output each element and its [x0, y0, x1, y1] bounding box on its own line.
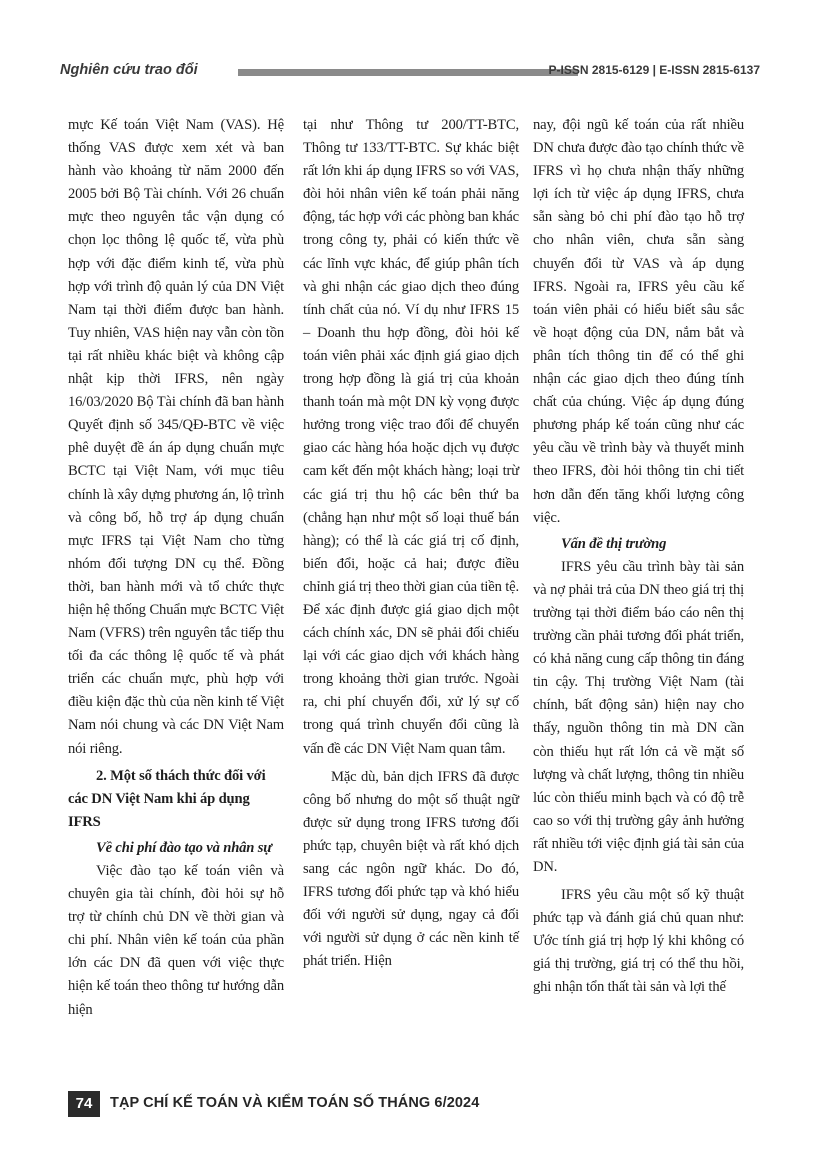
journal-title: TẠP CHÍ KẾ TOÁN VÀ KIỂM TOÁN SỐ THÁNG 6/2024 — [110, 1095, 480, 1111]
paragraph: nay, đội ngũ kế toán của rất nhiều DN chưa được đào tạo chính thức về IFRS vì họ chưa nhận thấy những lợi ích từ việc áp dụng IFRS, chưa sẵn sàng bỏ chi phí đào tạo hỗ trợ cho nhân viên, chưa sẵn sàng chuyển đổi từ VAS và áp dụng IFRS. Ngoài ra, IFRS yêu cầu kế toán viên phải có hiểu biết sâu sắc về hoạt động của DN, nắm bắt và phân tích thông tin để có thể ghi nhận các giao dịch theo đúng tính chất của chúng. Việc áp dụng đúng phương pháp kế toán cũng như các yêu cầu về trình bày và thuyết minh theo IFRS, đòi hỏi thông tin chi tiết hơn dẫn đến tăng khối lượng công việc. — [533, 117, 744, 526]
page-header — [60, 58, 760, 84]
page-number: 74 — [68, 1091, 100, 1117]
issn-label: P-ISSN 2815-6129 | E-ISSN 2815-6137 — [548, 63, 760, 77]
text-column-1 — [68, 114, 284, 1022]
header-rule — [238, 69, 578, 76]
paragraph: IFRS yêu cầu một số kỹ thuật phức tạp và đánh giá chủ quan như: Ước tính giá trị hợp lý khi không có giá thị trường, giá trị có thể thu hồi, ghi nhận tổn thất tài sản và lợi thế — [533, 887, 744, 996]
subsection-heading: Vấn đề thị trường — [561, 535, 667, 552]
text-column-2 — [303, 114, 519, 973]
section-heading: 2. Một số thách thức đối với các DN Việt Nam khi áp dụng IFRS — [68, 767, 266, 830]
section-tag: Nghiên cứu trao đổi — [60, 62, 198, 78]
paragraph: mực Kế toán Việt Nam (VAS). Hệ thống VAS được xem xét và ban hành vào khoảng từ năm 2000 đến 2005 bởi Bộ Tài chính. Với 26 chuẩn mực theo nguyên tắc vận dụng có chọn lọc thông lệ quốc tế, vừa phù hợp với đặc điểm kinh tế, vừa phù hợp với trình độ quản lý của DN Việt Nam tại thời điểm được ban hành. Tuy nhiên, VAS hiện nay vẫn còn tồn tại rất nhiều khác biệt và không cập nhật kịp thời IFRS, nên ngày 16/03/2020 Bộ Tài chính đã ban hành Quyết định số 345/QĐ-BTC về việc phê duyệt đề án áp dụng chuẩn mực BCTC tại Việt Nam, với mục tiêu chính là xây dựng phương án, lộ trình và công bố, hỗ trợ áp dụng chuẩn mực IFRS tại Việt Nam cho từng nhóm đối tượng DN cụ thể. Đồng thời, ban hành mới và tổ chức thực hiện hệ thống Chuẩn mực BCTC Việt Nam (VFRS) trên nguyên tắc tiếp thu tối đa các thông lệ quốc tế và phát triển các chuẩn mực, phù hợp với điều kiện đặc thù của nền kinh tế Việt Nam nói chung và các DN Việt Nam nói riêng. — [68, 117, 284, 757]
paragraph: Việc đào tạo kế toán viên và chuyên gia tài chính, đòi hỏi sự hỗ trợ từ chính chủ DN về thời gian và chi phí. Nhân viên kế toán của phần lớn các DN đã quen với việc thực hiện kế toán theo thông tư hướng dẫn hiện — [68, 863, 284, 1018]
paragraph: tại như Thông tư 200/TT-BTC, Thông tư 133/TT-BTC. Sự khác biệt rất lớn khi áp dụng IFRS so với VAS, đòi hỏi nhân viên kế toán phải năng động, tác hợp với các phòng ban khác trong công ty, phải có kiến thức về các lĩnh vực khác, để giúp phân tích và ghi nhận các giao dịch theo đúng tính chất của nó. Ví dụ như IFRS 15 – Doanh thu hợp đồng, đòi hỏi kế toán viên phải xác định giá giao dịch trong hợp đồng là giá trị của khoản thanh toán mà một DN kỳ vọng được hưởng trong việc trao đổi để chuyển giao các hàng hóa hoặc dịch vụ được cam kết đến một khách hàng; loại trừ các giá trị thu hộ các bên thứ ba (chẳng hạn như một số loại thuế bán hàng); có thể là các giá trị cố định, biến đổi, hoặc cả hai; được điều chỉnh giá trị theo thời gian của tiền tệ. Để xác định được giá giao dịch một cách chính xác, DN sẽ phải đối chiếu lại với các giao dịch với khách hàng trong khoảng thời gian trước. Ngoài ra, chi phí chuyển đổi, xử lý sự cố trong quá trình chuyển đổi cũng là vấn đề các DN Việt Nam quan tâm. — [303, 117, 519, 757]
text-column-3 — [533, 114, 744, 1000]
paragraph: IFRS yêu cầu trình bày tài sản và nợ phải trả của DN theo giá trị thị trường tại thời điểm báo cáo nên thị trường cần phải tương đối phát triển, có khả năng cung cấp thông tin đáng tin cậy. Thị trường Việt Nam (tài chính, bất động sản) hiện nay cho thấy, nguồn thông tin mà DN cần còn thiếu hụt rất lớn cả về mặt số lượng và chất lượng, thông tin nhiều lúc còn thiếu minh bạch và có độ trễ cao so với thị trường gây ảnh hưởng rất nhiều tới việc định giá tài sản của DN. — [533, 558, 744, 875]
paragraph: Mặc dù, bản dịch IFRS đã được công bố nhưng do một số thuật ngữ được sử dụng trong IFRS tương đối phức tạp, chuyên biệt và rất khó dịch sang các ngôn ngữ khác. Do đó, IFRS tương đối phức tạp và khó hiểu đối với người sử dụng, ngay cả đối với người sử dụng ở các nền kinh tế phát triển. Hiện — [303, 768, 519, 970]
subsection-heading: Về chi phí đào tạo và nhân sự — [96, 839, 272, 856]
page-footer — [68, 1091, 768, 1117]
